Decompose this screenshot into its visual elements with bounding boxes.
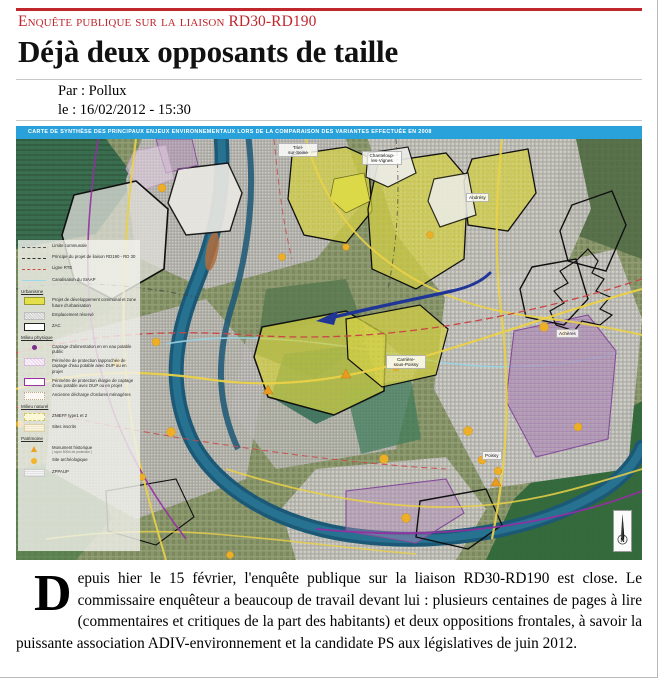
legend-item-emplacement-reserve [21,312,138,320]
byline-author: Par : Pollux [58,83,127,99]
top-red-rule [16,8,642,11]
dotted-swatch-icon [21,392,47,400]
map-legend [18,240,140,551]
yellow-swatch-icon [21,297,47,305]
legend-item-ligne-rte [21,265,138,273]
orange-triangle-icon [21,445,47,453]
gray-hatch-swatch-icon [21,312,47,320]
legend-item-site-archeologique [21,457,138,465]
purple-dot-icon [21,344,47,352]
map-label-triel: Triel- sur-Seine [278,143,318,157]
legend-group-patrimoine: Patrimoine [21,435,43,441]
legend-label: Ancienne décharge d'ordures ménagères [52,391,131,397]
thick-dashed-line-icon [21,254,47,262]
legend-item-canalisation-siaap [21,277,138,285]
legend-item-captage [21,344,138,355]
legend-label: Périmètre de protection rapprochée de captage d'eau potable avec DUP ou en projet [52,357,127,374]
legend-item-ancienne-decharge [21,392,138,400]
map-figure [16,126,642,560]
legend-label: Sites inscrits [52,423,77,429]
drop-cap: D [34,565,72,622]
map-label-acheres: Achères [556,329,579,338]
byline-date: le : 16/02/2012 - 15:30 [58,102,191,118]
map-label-poissy: Poissy [482,451,502,460]
map-canvas [16,139,642,560]
legend-item-perimetre-rapproche [21,358,138,375]
map-label-chanteloup: Chanteloup- les-Vignes [362,151,402,165]
orange-dot-icon [21,457,47,465]
legend-label: ZAC [52,322,61,328]
map-banner-title: CARTE DE SYNTHÈSE DES PRINCIPAUX ENJEUX ENVIRONNEMENTAUX LORS DE LA COMPARAISON DES VARIANTES EFFECTUÉE EN 2008 [16,126,642,139]
legend-item-perimetre-elargi [21,378,138,389]
zppaup-swatch-icon [21,469,47,477]
pink-hatch-swatch-icon [21,358,47,366]
dashed-line-icon [21,243,47,251]
legend-item-monument-historique [21,445,138,455]
sites-swatch-icon [21,424,47,432]
legend-label: Ligne RTE [52,265,73,271]
legend-group-milieu-naturel: Milieu naturel [21,403,49,409]
white-box-swatch-icon [21,323,47,331]
legend-label: Limite communale [52,243,87,248]
legend-item-zac [21,323,138,331]
legend-label: Monument historique [52,444,93,450]
legend-item-limite-communale [21,243,138,251]
legend-group-urbanisme: Urbanisme [21,288,44,294]
legend-label: Captage d'alimentation en en eau potable public [52,343,132,355]
article-kicker: Enquête publique sur la liaison RD30-RD190 [18,13,317,30]
byline [58,82,191,120]
legend-item-zppaup [21,469,138,477]
legend-label: Site archéologique [52,457,88,463]
cyan-line-icon [21,277,47,285]
red-dashed-line-icon [21,265,47,273]
svg-text:N: N [620,538,625,544]
legend-label: Principe du projet de liaison RD190 - RD 30 [52,254,136,260]
legend-item-projet-developpement [21,297,138,308]
compass-north-icon [613,510,632,552]
znieff-swatch-icon [21,413,47,421]
purple-outline-swatch-icon [21,378,47,386]
map-label-andresy: Andrésy [466,193,489,202]
page-title: Déjà deux opposants de taille [18,34,399,69]
legend-group-milieu-physique: Milieu physique [21,334,53,340]
legend-item-znieff [21,413,138,421]
legend-item-sites-inscrits [21,424,138,432]
byline-rule-top [16,79,642,80]
article-body [16,565,642,654]
legend-label: ZNIEFF type1 et 2 [52,412,88,418]
legend-item-principe-projet [21,254,138,262]
legend-sublabel: ( rayon 500m de protection ) [52,450,93,455]
article-body-text: epuis hier le 15 février, l'enquête publique sur la liaison RD30-RD190 est close. Le commissaire enquêteur a beaucoup de travail devant lui : plusieurs centaines de pages à lire (commentaires et critiques de la part des habitants) et deux oppositions frontales, à savoir la puissante association ADIV-environnement et la candidate PS aux législatives de juin 2012. [16,570,642,652]
legend-label: Canalisation du SIAAP [52,276,96,282]
legend-label: ZPPAUP [52,468,69,474]
byline-rule-bottom [16,120,642,121]
legend-label: Projet de développement communal et zone future d'urbanisation [52,297,137,308]
legend-label: Périmètre de protection élargie de captage d'eau potable avec DUP ou en projet [52,377,134,389]
map-label-carriere: Carrière- sous-Poissy [386,355,426,369]
legend-label: Emplacement réservé [52,311,94,317]
